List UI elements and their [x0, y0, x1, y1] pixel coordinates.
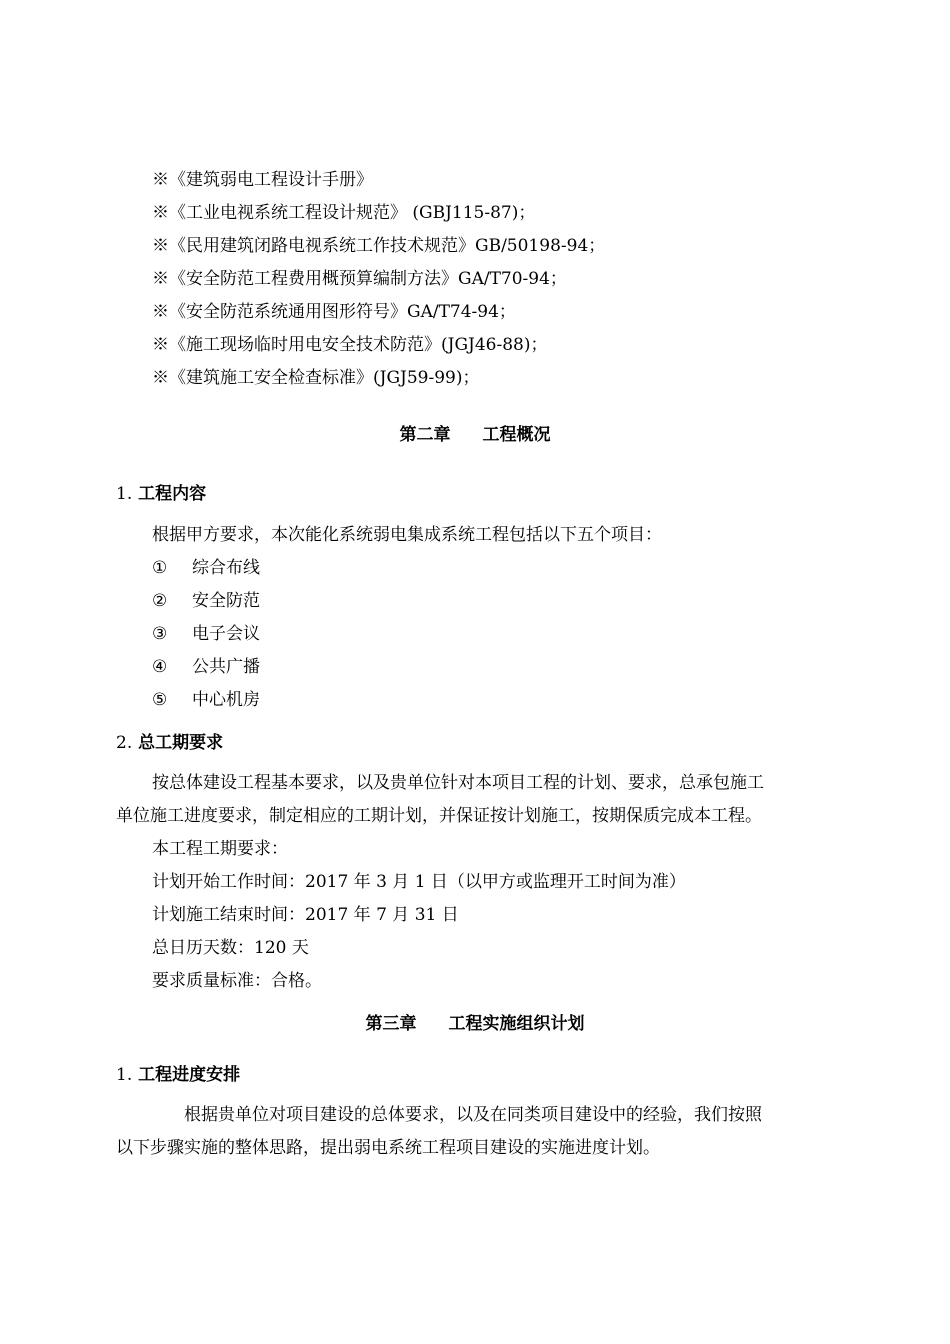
body-text: 本工程工期要求：	[152, 839, 288, 859]
list-item-text: 公共广播	[192, 657, 260, 677]
chapter-heading	[0, 423, 950, 447]
chapter-title: 工程实施组织计划	[448, 1014, 585, 1034]
chapter-title: 工程概况	[482, 425, 551, 445]
body-text: 计划开始工作时间：2017 年 3 月 1 日（以甲方或监理开工时间为准）	[152, 872, 686, 892]
list-marker: ①	[152, 558, 168, 578]
paragraph-line: 根据贵单位对项目建设的总体要求，以及在同类项目建设中的经验，我们按照	[184, 1105, 762, 1125]
section-number: 1.	[116, 1065, 133, 1085]
section-title: 总工期要求	[138, 733, 224, 753]
chapter-number: 第二章	[399, 425, 451, 445]
body-text: 计划施工结束时间：2017 年 7 月 31 日	[152, 905, 459, 925]
section-heading	[116, 731, 223, 755]
list-item	[152, 655, 260, 679]
body-text: 要求质量标准：合格。	[152, 971, 322, 991]
list-marker: ②	[152, 591, 168, 611]
paragraph-line: 单位施工进度要求，制定相应的工期计划，并保证按计划施工，按期保质完成本工程。	[116, 806, 762, 826]
section-title: 工程内容	[138, 484, 207, 504]
section-number: 2.	[116, 733, 133, 753]
reference-item: ※《施工现场临时用电安全技术防范》(JGJ46-88)；	[152, 335, 548, 355]
list-item	[152, 622, 260, 646]
section-heading	[116, 482, 206, 506]
section-number: 1.	[116, 484, 133, 504]
reference-item: ※《建筑弱电工程设计手册》	[152, 170, 373, 190]
list-marker: ③	[152, 624, 168, 644]
paragraph-line: 按总体建设工程基本要求，以及贵单位针对本项目工程的计划、要求，总承包施工	[152, 773, 764, 793]
reference-item: ※《工业电视系统工程设计规范》 (GBJ115-87)；	[152, 203, 536, 223]
list-marker: ⑤	[152, 690, 168, 710]
list-item-text: 综合布线	[192, 558, 260, 578]
body-text: 根据甲方要求，本次能化系统弱电集成系统工程包括以下五个项目：	[152, 525, 662, 545]
list-item	[152, 556, 260, 580]
section-title: 工程进度安排	[138, 1065, 241, 1085]
reference-item: ※《建筑施工安全检查标准》(JGJ59-99)；	[152, 368, 480, 388]
reference-item: ※《民用建筑闭路电视系统工作技术规范》GB/50198-94；	[152, 236, 606, 256]
chapter-heading	[0, 1012, 950, 1036]
list-item-text: 安全防范	[192, 591, 260, 611]
list-marker: ④	[152, 657, 168, 677]
list-item-text: 中心机房	[192, 690, 260, 710]
section-heading	[116, 1063, 240, 1087]
chapter-number: 第三章	[365, 1014, 417, 1034]
list-item-text: 电子会议	[192, 624, 260, 644]
list-item	[152, 688, 260, 712]
body-text: 总日历天数：120 天	[152, 938, 309, 958]
reference-item: ※《安全防范工程费用概预算编制方法》GA/T70-94；	[152, 269, 567, 289]
paragraph-line: 以下步骤实施的整体思路，提出弱电系统工程项目建设的实施进度计划。	[116, 1138, 660, 1158]
list-item	[152, 589, 260, 613]
reference-item: ※《安全防范系统通用图形符号》GA/T74-94；	[152, 302, 516, 322]
